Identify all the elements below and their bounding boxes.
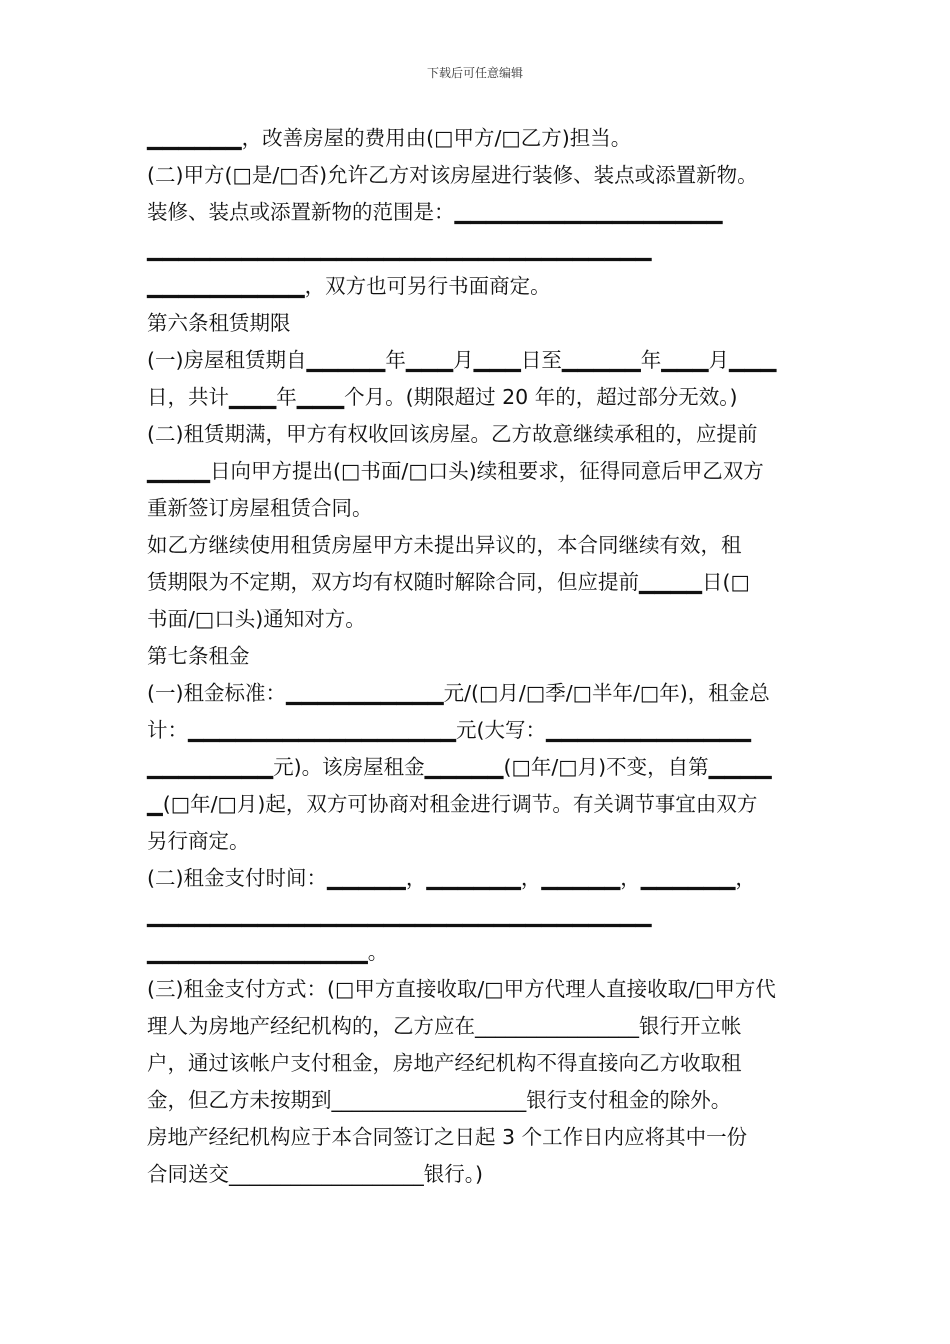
text-line: 赁期限为不定期，双方均有权随时解除合同，但应提前▁▁▁▁日(□ (147, 570, 750, 594)
text-line: ▁▁▁▁▁▁▁▁▁▁▁▁▁▁▁▁▁▁▁▁▁▁▁▁▁▁▁▁▁▁▁▁ (147, 903, 652, 927)
text-line: 计：▁▁▁▁▁▁▁▁▁▁▁▁▁▁▁▁▁元(大写：▁▁▁▁▁▁▁▁▁▁▁▁▁ (147, 718, 751, 742)
text-line: 第七条租金 (147, 644, 250, 668)
text-line: 书面/□口头)通知对方。 (147, 607, 366, 631)
page-header: 下载后可任意编辑 (426, 66, 523, 80)
text-line: ▁▁▁▁▁▁，改善房屋的费用由(□甲方/□乙方)担当。 (147, 126, 632, 150)
text-line: ▁▁▁▁日向甲方提出(□书面/□口头)续租要求，征得同意后甲乙双方 (147, 459, 764, 483)
text-line: 理人为房地产经纪机构的，乙方应在________________银行开立帐 (147, 1014, 742, 1038)
text-line: ▁▁▁▁▁▁▁▁▁▁▁▁▁▁▁▁▁▁▁▁▁▁▁▁▁▁▁▁▁▁▁▁ (147, 237, 652, 261)
text-line: 重新签订房屋租赁合同。 (147, 496, 373, 520)
text-line: 第六条租赁期限 (147, 311, 291, 335)
text-line: (二)租金支付时间：▁▁▁▁▁，▁▁▁▁▁▁，▁▁▁▁▁，▁▁▁▁▁▁， (147, 866, 756, 890)
text-line: (三)租金支付方式：(□甲方直接收取/□甲方代理人直接收取/□甲方代 (147, 977, 776, 1001)
text-line: 装修、装点或添置新物的范围是：▁▁▁▁▁▁▁▁▁▁▁▁▁▁▁▁▁ (147, 200, 723, 224)
text-line: (二)租赁期满，甲方有权收回该房屋。乙方故意继续承租的，应提前 (147, 422, 758, 446)
document-body (147, 120, 812, 1193)
text-line: ▁▁▁▁▁▁▁▁元)。该房屋租金▁▁▁▁▁(□年/□月)不变，自第▁▁▁▁ (147, 755, 772, 779)
text-line: 如乙方继续使用租赁房屋甲方未提出异议的，本合同继续有效，租 (147, 533, 742, 557)
text-line: ▁▁▁▁▁▁▁▁▁▁▁▁▁▁。 (147, 940, 389, 964)
text-line: ▁(□年/□月)起，双方可协商对租金进行调节。有关调节事宜由双方 (147, 792, 758, 816)
text-line: 户，通过该帐户支付租金，房地产经纪机构不得直接向乙方收取租 (147, 1051, 742, 1075)
text-line: 另行商定。 (147, 829, 250, 853)
text-line: (一)租金标准：▁▁▁▁▁▁▁▁▁▁元/(□月/□季/□半年/□年)，租金总 (147, 681, 770, 705)
text-line: 合同送交___________________银行。) (147, 1162, 483, 1186)
text-line: (二)甲方(□是/□否)允许乙方对该房屋进行装修、装点或添置新物。 (147, 163, 758, 187)
text-line: (一)房屋租赁期自▁▁▁▁▁年▁▁▁月▁▁▁日至▁▁▁▁▁年▁▁▁月▁▁▁ (147, 348, 777, 372)
text-line: 房地产经纪机构应于本合同签订之日起 3 个工作日内应将其中一份 (147, 1125, 748, 1149)
text-line: 日，共计▁▁▁年▁▁▁个月。(期限超过 20 年的，超过部分无效。) (147, 385, 738, 409)
text-line: ▁▁▁▁▁▁▁▁▁▁，双方也可另行书面商定。 (147, 274, 551, 298)
text-line: 金，但乙方未按期到___________________银行支付租金的除外。 (147, 1088, 732, 1112)
